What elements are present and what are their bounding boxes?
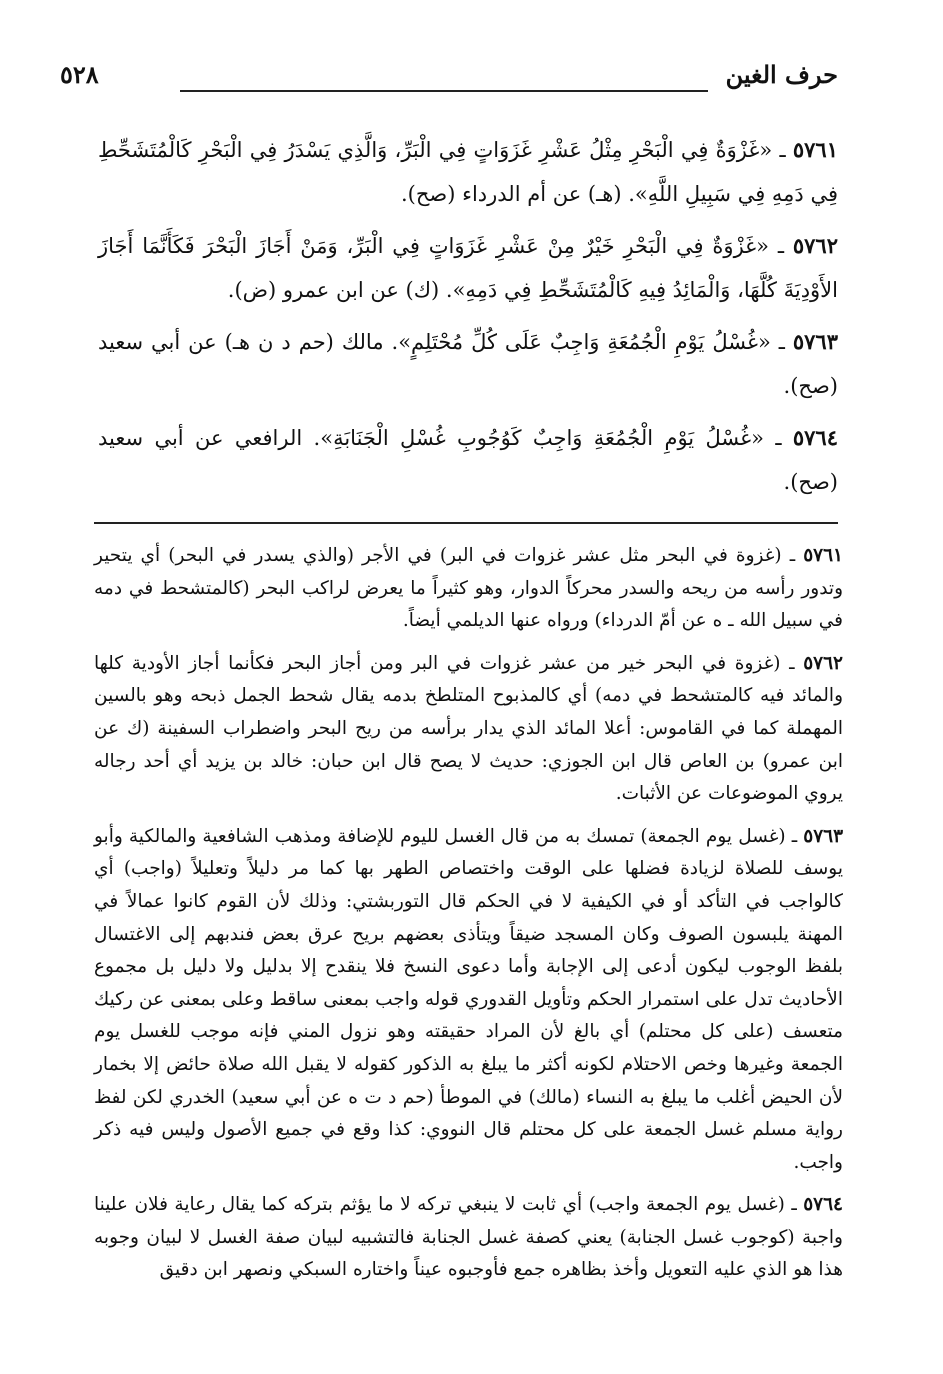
- hadith-number: ٥٧٦١: [792, 137, 838, 162]
- commentary-number: ٥٧٦٤: [803, 1194, 843, 1216]
- commentary-entry: ٥٧٦٣ ـ (غسل يوم الجمعة) تمسك به من قال الغسل لليوم للإضافة ومذهب الشافعية والمالكية وأبو يوسف للصلاة لزيادة فضلها على الوقت واختصاص الطهر بها كما مر دليلاً وتعليلاً (واجب) أي كالواجب في التأكد أو في الكيفية لا في الحكم قال التوربشتي: وذلك لأن القوم كانوا عمالاً في المهنة يلبسون الصوف وكان المسجد ضيقاً ويتأذى بعضهم بريح عرق بعض فندبهم إلى الاغتسال بلفظ الوجوب ليكون أدعى إلى الإجابة وأما دعوى النسخ فلا ينقدح إلا بدليل ولا دليل بل مجموع الأحاديث تدل على استمرار الحكم وتأويل القدوري قوله واجب بمعنى ساقط وعلى بمعنى عن ركيك متعسف (على كل محتلم) أي بالغ لأن المراد حقيقته وهو نزول المني فإنه موجب للغسل يوم الجمعة وغيرها وخص الاحتلام لكونه أكثر ما يبلغ به الذكور كقوله لا يقبل الله صلاة حائض إلا بخمار لأن الحيض أغلب ما يبلغ به النساء (مالك) في الموطأ (حم د ت ه عن أبي سعيد) الخدري لكن لفظ رواية مسلم غسل الجمعة على كل محتلم قال النووي: كذا وقع في جميع الأصول وليس فيه ذكر واجب.: [94, 825, 844, 1173]
- commentary-text: (غسل يوم الجمعة واجب) أي ثابت لا ينبغي تركه لا ما يؤثم بتركه كما يقال رعاية فلان علينا واجبة (كوجوب غسل الجنابة) يعني كصفة غسل الجنابة فالتشبيه لبيان صفة الغسل لا لبيان وجوبه هذا هو الذي عليه التعويل وأخذ بظاهره جمع فأوجبوه عيناً واختاره السبكي ونصهر ابن دقيق: [94, 1194, 843, 1281]
- page-number: ٥٢٨: [60, 60, 99, 89]
- hadith-text: «غُسْلُ يَوْمِ الْجُمُعَةِ وَاجِبٌ كَوُجُوبِ غُسْلِ الْجَنَابَةِ». الرافعي عن أبي سعيد (صح).: [98, 426, 838, 494]
- hadith-entry: ٥٧٦٢ ـ «غَزْوَةٌ فِي الْبَحْرِ خَيْرٌ مِنْ عَشْرِ غَزَوَاتٍ فِي الْبَرِّ، وَمَنْ أَجَازَ الْبَحْرَ فَكَأَنَّمَا أَجَازَ الأَوْدِيَةَ كُلَّهَا، وَالْمَائِدُ فِيهِ كَالْمُتَشَحِّطِ فِي دَمِهِ». (ك) عن ابن عمرو (ض).: [98, 233, 838, 302]
- hadith-number: ٥٧٦٣: [792, 329, 838, 354]
- section-divider: [94, 522, 838, 524]
- page-header: [60, 60, 838, 98]
- hadith-entry: ٥٧٦٤ ـ «غُسْلُ يَوْمِ الْجُمُعَةِ وَاجِبٌ كَوُجُوبِ غُسْلِ الْجَنَابَةِ». الرافعي عن أبي سعيد (صح).: [98, 425, 838, 494]
- hadith-text-section: [98, 128, 838, 512]
- commentary-entry: ٥٧٦٤ ـ (غسل يوم الجمعة واجب) أي ثابت لا ينبغي تركه لا ما يؤثم بتركه كما يقال رعاية فلان علينا واجبة (كوجوب غسل الجنابة) يعني كصفة غسل الجنابة فالتشبيه لبيان صفة الغسل لا لبيان وجوبه هذا هو الذي عليه التعويل وأخذ بظاهره جمع فأوجبوه عيناً واختاره السبكي ونصهر ابن دقيق: [94, 1194, 843, 1281]
- hadith-text: «غَزْوَةٌ فِي الْبَحْرِ خَيْرٌ مِنْ عَشْرِ غَزَوَاتٍ فِي الْبَرِّ، وَمَنْ أَجَازَ الْبَحْرَ فَكَأَنَّمَا أَجَازَ الأَوْدِيَةَ كُلَّهَا، وَالْمَائِدُ فِيهِ كَالْمُتَشَحِّطِ فِي دَمِهِ». (ك) عن ابن عمرو (ض).: [98, 234, 838, 302]
- commentary-entry: ٥٧٦١ ـ (غزوة في البحر مثل عشر غزوات في البر) في الأجر (والذي يسدر في البحر) أي يتحير وتدور رأسه من ريحه والسدر محركاً الدوار، وهو كثيراً ما يعرض لراكب البحر (كالمتشحط في دمه في سبيل الله ـ ه عن أمّ الدرداء) ورواه عنها الديلمي أيضاً.: [94, 545, 843, 632]
- commentary-text: (غزوة في البحر خير من عشر غزوات في البر ومن أجاز البحر فكأنما أجاز الأودية كلها والمائد فيه كالمتشحط في دمه) أي كالمذبوح المتلطخ بدمه يقال شحط الجمل ذبحه وهو بالسين المهملة كما في القاموس: أعلا المائد الذي يدار برأسه من ريح البحر واضطراب السفينة (ك عن ابن عمرو) بن العاص قال ابن الجوزي: حديث لا يصح قال ابن حبان: خالد بن يزيد أي أحد رجاله يروي الموضوعات عن الأثبات.: [94, 652, 843, 805]
- hadith-number: ٥٧٦٢: [792, 233, 838, 258]
- hadith-text: «غُسْلُ يَوْمِ الْجُمُعَةِ وَاجِبٌ عَلَى كُلِّ مُحْتَلِمٍ». مالك (حم د ن هـ) عن أبي سعيد (صح).: [98, 330, 838, 398]
- hadith-number: ٥٧٦٤: [792, 425, 838, 450]
- commentary-section: [94, 540, 843, 1287]
- commentary-number: ٥٧٦١: [803, 545, 843, 566]
- commentary-number: ٥٧٦٢: [803, 652, 843, 674]
- header-rule: [180, 90, 708, 92]
- hadith-entry: ٥٧٦٣ ـ «غُسْلُ يَوْمِ الْجُمُعَةِ وَاجِبٌ عَلَى كُلِّ مُحْتَلِمٍ». مالك (حم د ن هـ) عن أبي سعيد (صح).: [98, 329, 838, 398]
- commentary-entry: ٥٧٦٢ ـ (غزوة في البحر خير من عشر غزوات في البر ومن أجاز البحر فكأنما أجاز الأودية كلها والمائد فيه كالمتشحط في دمه) أي كالمذبوح المتلطخ بدمه يقال شحط الجمل ذبحه وهو بالسين المهملة كما في القاموس: أعلا المائد الذي يدار برأسه من ريح البحر واضطراب السفينة (ك عن ابن عمرو) بن العاص قال ابن الجوزي: حديث لا يصح قال ابن حبان: خالد بن يزيد أي أحد رجاله يروي الموضوعات عن الأثبات.: [94, 652, 843, 805]
- chapter-title: حرف الغين: [725, 60, 838, 89]
- commentary-text: (غزوة في البحر مثل عشر غزوات في البر) في الأجر (والذي يسدر في البحر) أي يتحير وتدور رأسه من ريحه والسدر محركاً الدوار، وهو كثيراً ما يعرض لراكب البحر (كالمتشحط في دمه في سبيل الله ـ ه عن أمّ الدرداء) ورواه عنها الديلمي أيضاً.: [94, 545, 843, 632]
- commentary-number: ٥٧٦٣: [803, 825, 844, 847]
- commentary-text: (غسل يوم الجمعة) تمسك به من قال الغسل لليوم للإضافة ومذهب الشافعية والمالكية وأبو يوسف للصلاة لزيادة فضلها على الوقت واختصاص الطهر بها كما مر دليلاً وتعليلاً (واجب) أي كالواجب في التأكد أو في الكيفية لا في الحكم قال التوربشتي: وذلك لأن القوم كانوا عمالاً في المهنة يلبسون الصوف وكان المسجد ضيقاً ويتأذى بعضهم بريح عرق بعض فندبهم إلى الاغتسال بلفظ الوجوب ليكون أدعى إلى الإجابة وأما دعوى النسخ فلا ينقدح إلا بدليل ولا دليل بل مجموع الأحاديث تدل على استمرار الحكم وتأويل القدوري قوله واجب بمعنى ساقط وعلى بمعنى عن ركيك متعسف (على كل محتلم) أي بالغ لأن المراد حقيقته وهو نزول المني فإنه موجب للغسل يوم الجمعة وغيرها وخص الاحتلام لكونه أكثر ما يبلغ به الذكور كقوله لا يقبل الله صلاة حائض إلا بخمار لأن الحيض أغلب ما يبلغ به النساء (مالك) في الموطأ (حم د ت ه عن أبي سعيد) الخدري لكن لفظ رواية مسلم غسل الجمعة على كل محتلم قال النووي: كذا وقع في جميع الأصول وليس فيه ذكر واجب.: [94, 825, 843, 1173]
- hadith-text: «غَزْوَةٌ فِي الْبَحْرِ مِثْلُ عَشْرِ غَزَوَاتٍ فِي الْبَرِّ، وَالَّذِي يَسْدَرُ فِي الْبَحْرِ كَالْمُتَشَحِّطِ فِي دَمِهِ فِي سَبِيلِ اللَّهِ». (هـ) عن أم الدرداء (صح).: [98, 138, 838, 206]
- hadith-entry: ٥٧٦١ ـ «غَزْوَةٌ فِي الْبَحْرِ مِثْلُ عَشْرِ غَزَوَاتٍ فِي الْبَرِّ، وَالَّذِي يَسْدَرُ فِي الْبَحْرِ كَالْمُتَشَحِّطِ فِي دَمِهِ فِي سَبِيلِ اللَّهِ». (هـ) عن أم الدرداء (صح).: [98, 137, 838, 206]
